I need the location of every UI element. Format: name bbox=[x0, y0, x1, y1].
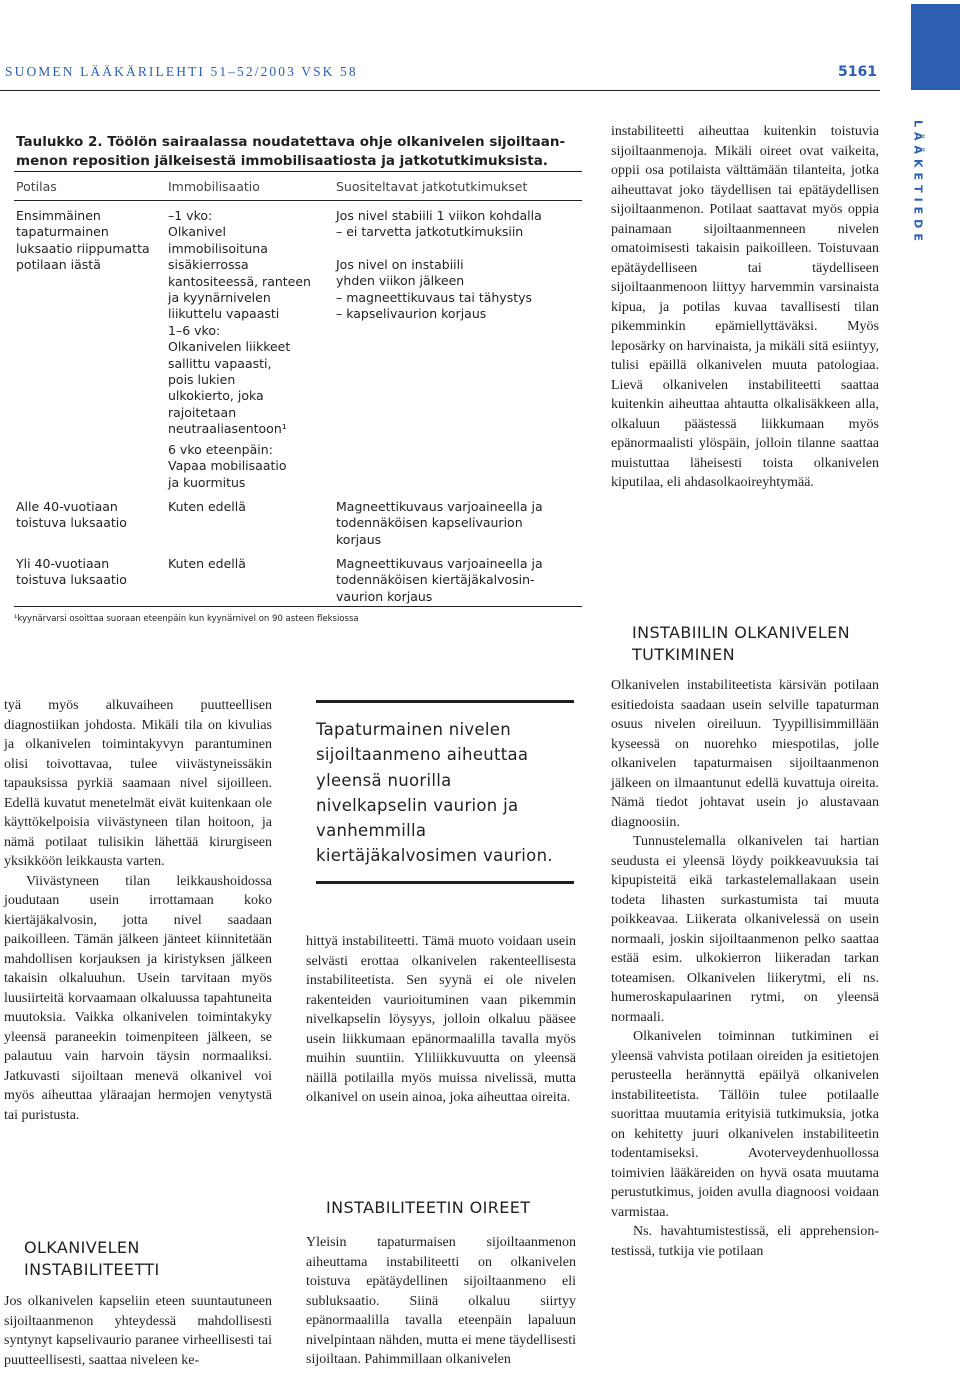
body-paragraph: Olkanivelen instabiliteetista kärsivän potilaan esitiedoista saadaan usein selville tapaturman osuus nivelen oireiluun. Tyypillisimmillään kyseessä on nuorehko miespotilas, jolle olkanivelen tapaturmaisen sijoiltaanmenon jälkeen on ilmaantunut edellä kuvattuja oireita. Nämä tiedot johtavat usein jo alustavaan diagnoosiin. bbox=[611, 678, 879, 830]
body-paragraph: hittyä instabiliteetti. Tämä muoto voidaan usein selvästi erottaa olkanivelen rakenteellisesta instabiliteetista. Sen syynä ei ole nivelen rakenteiden vaurioituminen vaan pikemmin nivelkapselin löysyys, jolloin olkaluu pääsee usein liikkumaan epänormaalilla tavalla myös muihin suuntiin. Yliliikkuvuutta on yleensä näillä potilailla myös muissa nivelissä, mutta olkanivel on usein ainoa, joka aiheuttaa oireita. bbox=[306, 934, 576, 1105]
body-paragraph: Jos olkanivelen kapseliin eteen suuntautuneen sijoiltaanmenon yhteydessä mahdollisesti syntynyt kapselivaurio paranee virheellisesti tai puutteellisesti, saattaa niveleen ke- bbox=[4, 1294, 272, 1368]
table-caption: Taulukko 2. Töölön sairaalassa noudatettava ohje olkanivelen sijoiltaan-menon reposition jälkeisestä immobilisaatiosta ja jatkotutkimuksista. bbox=[16, 134, 566, 169]
right-column-body-continued bbox=[611, 676, 879, 1261]
table-cell-immobilization-2: Kuten edellä bbox=[168, 499, 246, 514]
column-header-followup: Suositeltavat jatkotutkimukset bbox=[336, 179, 528, 194]
pullquote-rule-bottom bbox=[316, 881, 574, 884]
middle-column-body bbox=[306, 932, 576, 1108]
section-heading: INSTABILITEETIN OIREET bbox=[326, 1198, 531, 1217]
middle-column-body-continued bbox=[306, 1233, 576, 1370]
column-header-patient: Potilas bbox=[16, 179, 57, 194]
page-number: 5161 bbox=[838, 64, 877, 80]
table-cell-immobilization-3: Kuten edellä bbox=[168, 556, 246, 571]
table-cell-patient-2: Alle 40-vuotiaan toistuva luksaatio bbox=[16, 499, 127, 531]
pullquote: Tapaturmainen nivelen sijoiltaanmeno aiheuttaa yleensä nuorilla nivelkapselin vaurion ja vanhemmilla kiertäjäkalvosimen vaurion. bbox=[316, 720, 553, 866]
table-cell-immobilization-1b: 6 vko eteenpäin: Vapaa mobilisaatio ja kuormitus bbox=[168, 442, 287, 490]
section-heading: OLKANIVELEN INSTABILITEETTI bbox=[24, 1238, 160, 1279]
left-column-body bbox=[4, 696, 272, 1125]
body-paragraph: tyä myös alkuvaiheen puutteellisen diagnostiikan johdosta. Mikäli tila on kivulias ja olkanivelen toimintakyvyn parantuminen olisi toivottavaa, tulee viivästyneissäkin tapauksissa pyrkiä saamaan nivel sijoilleen. Edellä kuvatut menetelmät eivät kuitenkaan ole käyttökelpoisia viivästyneen tilan hoitoon, ja nämä potilaat tulisikin lähettää kirurgiseen yksikköön leikkausta varten. bbox=[4, 698, 272, 869]
table-cell-patient-1: Ensimmäinen tapaturmainen luksaatio riippumatta potilaan iästä bbox=[16, 208, 150, 273]
body-paragraph: Tunnustelemalla olkanivelen tai hartian seudusta ei yleensä löydy poikkeavuuksia tai kipupisteitä eikä tarkastelemallakaan usein todeta lihasten surkastumista tai muuta poikkeavaa. Liikerata olkanivelessä on usein normaali, joskin sijoiltaanmenon pelko saattaa estää esim. ulkokierron liikeradan tarkan toteamisen. Olkanivelen liikerytmi, eli ns. humeroskapulaarinen rytmi, on yleensä normaali. bbox=[611, 834, 879, 1025]
table-cell-immobilization-1a: –1 vko: Olkanivel immobilisoituna sisäkierrossa kantositeessä, ranteen ja kyynärnivelen liikuttelu vapaasti 1–6 vko: Olkanivelen liikkeet sallittu vapaasti, pois lukien ulkokierto, joka rajoitetaan neutraaliasentoon¹ bbox=[168, 208, 311, 437]
table-cell-followup-1a: Jos nivel stabiili 1 viikon kohdalla – ei tarvetta jatkotutkimuksiin bbox=[336, 208, 542, 240]
section-label: LÄÄKETIEDE bbox=[911, 120, 925, 246]
table-bottom-rule bbox=[14, 606, 582, 607]
header-rule bbox=[0, 90, 880, 91]
body-paragraph: Viivästyneen tilan leikkaushoidossa joudutaan usein irrottamaan koko kiertäjäkalvosin, jotta nivel saadaan paikoilleen. Tämän jälkeen jänteet kiinnitetään mahdollisen korjauksen ja kiristyksen jälkeen takaisin olkaluuhun. Usein tarvitaan myös luusiirteitä korvaamaan olkaluussa tapahtuneita muutoksia. Vaikka olkanivelen toimintakyky yleensä paraneekin toimenpiteen jälkeen, se palautuu vain harvoin täysin normaaliksi. Jatkuvasti sijoiltaan menevä olkanivel voi myös aiheuttaa yläraajan hermojen venytystä tai puristusta. bbox=[4, 873, 272, 1123]
table-footnote: ¹kyynärvarsi osoittaa suoraan eteenpäin kun kyynärnivel on 90 asteen fleksiossa bbox=[14, 614, 359, 624]
table-cell-followup-1b: Jos nivel on instabiili yhden viikon jälkeen – magneettikuvaus tai tähystys – kapselivaurion korjaus bbox=[336, 257, 533, 322]
corner-color-block bbox=[911, 4, 960, 90]
table-cell-patient-3: Yli 40-vuotiaan toistuva luksaatio bbox=[16, 556, 127, 588]
table-cell-followup-3: Magneettikuvaus varjoaineella ja todennäköisen kiertäjäkalvosin- vaurion korjaus bbox=[336, 556, 543, 604]
table-header-rule bbox=[14, 200, 582, 201]
left-column-body-continued bbox=[4, 1292, 272, 1370]
table-cell-followup-2: Magneettikuvaus varjoaineella ja todennäköisen kapselivaurion korjaus bbox=[336, 499, 543, 547]
body-paragraph: Ns. havahtumistestissä, eli apprehension-testissä, tutkija vie potilaan bbox=[611, 1224, 879, 1259]
body-paragraph: instabiliteetti aiheuttaa kuitenkin toistuvia sijoiltaanmenoja. Mikäli oireet ovat vaikeita, oppii osa potilaista välttämään tilanteita, jotka aiheuttavat joko täydellisen tai epätäydellisen sijoiltaanmenon. Potilaat saattavat myös oppia painamaan sijoiltaanmenneen nivelen omatoimisesti takaisin paikoilleen. Toistuvaan epätäydelliseen tai täydelliseen sijoiltaanmenoon liittyy harvemmin varsinaista kipua, ja potilas kuvaa tavallisesti tilan pikemminkin epämiellyttäväksi. Myös leposärky on harvinaista, ja mikäli sitä esiintyy, tulisi epäillä olkanivelen muuta patologiaa. Lievä olkanivelen instabiliteetti saattaa kuitenkin aiheuttaa ahtautta olkalisäkkeen alla, olkaluun päästessä liikkumaan myös epänormaalisti ylöspäin, jolloin tilanne saattaa muistuttaa läheisesti toista olkanivelen kiputilaa, eli ahdasolkaoireyhtymää. bbox=[611, 124, 879, 490]
section-tag bbox=[892, 120, 944, 280]
pullquote-rule-top bbox=[316, 700, 574, 703]
body-paragraph: Olkanivelen toiminnan tutkiminen ei yleensä vahvista potilaan oireiden ja esitietojen perusteella herännyttä epäilyä olkanivelen instabiliteetista. Tällöin tulee potilaalle suorittaa muutamia erityisiä tutkimuksia, jotka on kehitetty juuri olkanivelen instabiliteetin todentamiseksi. Avoterveydenhuollossa toimivien lääkäreiden on hyvä osata muutama perustutkimus, joiden avulla diagnoosi voidaan varmistaa. bbox=[611, 1029, 879, 1220]
table-caption-rule bbox=[14, 171, 582, 172]
section-heading: INSTABIILIN OLKANIVELEN TUTKIMINEN bbox=[632, 623, 851, 664]
column-header-immobilization: Immobilisaatio bbox=[168, 179, 260, 194]
body-paragraph: Yleisin tapaturmaisen sijoiltaanmenon aiheuttama instabiliteetti on olkanivelen toistuva epätäydellinen sijoiltaanmeno eli subluksaatio. Siinä olkaluu siirtyy epänormaalilla tavalla eteenpäin lapaluun nivelpintaan nähden, mutta ei mene täydellisesti sijoiltaan. Pahimmillaan olkanivelen bbox=[306, 1235, 576, 1367]
journal-header: SUOMEN LÄÄKÄRILEHTI 51–52/2003 VSK 58 bbox=[5, 64, 358, 79]
right-column-body bbox=[611, 122, 879, 493]
